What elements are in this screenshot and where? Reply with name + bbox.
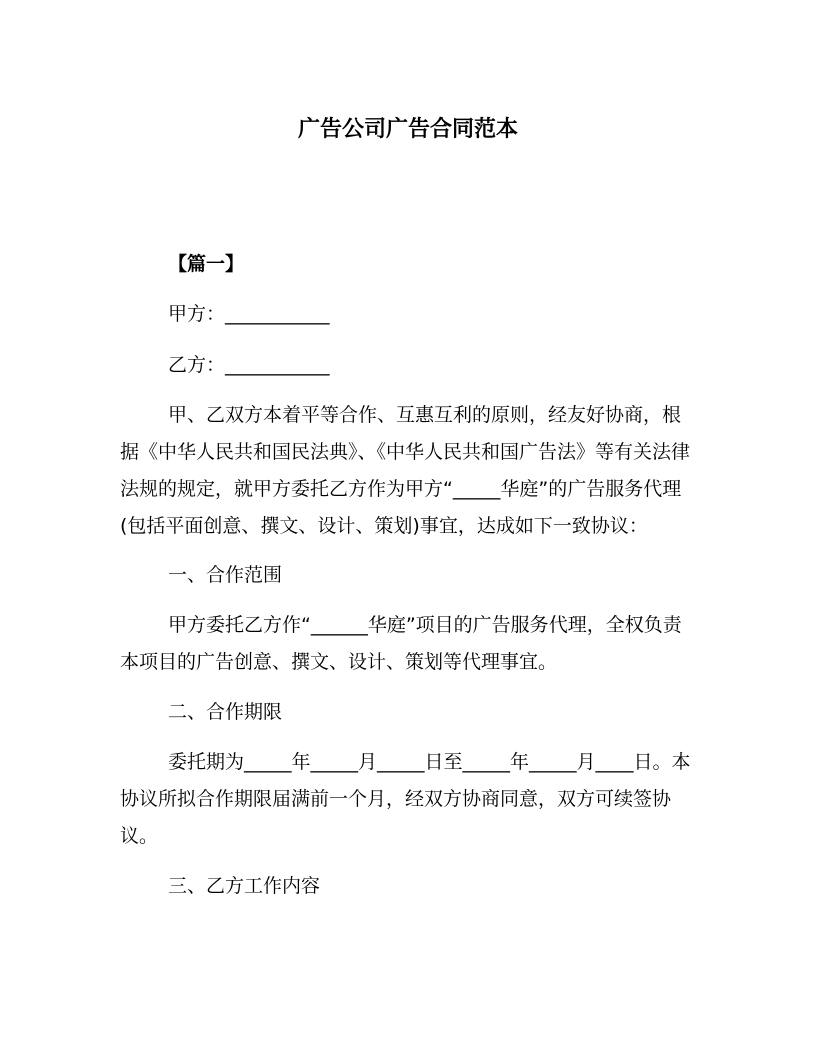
party-a-line: 甲方：___________ xyxy=(168,303,330,325)
section-label: 【篇一】 xyxy=(168,253,245,275)
cooperation-term-paragraph: 委托期为_____年_____月_____日至_____年_____月____日。本协议所拟合作期限届满前一个月，经双方协商同意，双方可续签协议。 xyxy=(120,751,691,847)
heading-cooperation-scope: 一、合作范围 xyxy=(168,564,283,586)
party-b-line: 乙方：___________ xyxy=(168,354,330,376)
document-title: 广告公司广告合同范本 xyxy=(297,117,518,142)
heading-cooperation-term: 二、合作期限 xyxy=(168,701,283,723)
cooperation-scope-paragraph: 甲方委托乙方作“______华庭”项目的广告服务代理，全权负责本项目的广告创意、撰文、设计、策划等代理事宜。 xyxy=(120,614,682,673)
heading-party-b-work: 三、乙方工作内容 xyxy=(168,875,321,897)
intro-paragraph: 甲、乙双方本着平等合作、互惠互利的原则，经友好协商，根据《中华人民共和国民法典》、《中华人民共和国广告法》等有关法律法规的规定，就甲方委托乙方作为甲方“_____华庭”的广告服务代理(包括平面创意、撰文、设计、策划)事宜，达成如下一致协议： xyxy=(120,404,691,537)
